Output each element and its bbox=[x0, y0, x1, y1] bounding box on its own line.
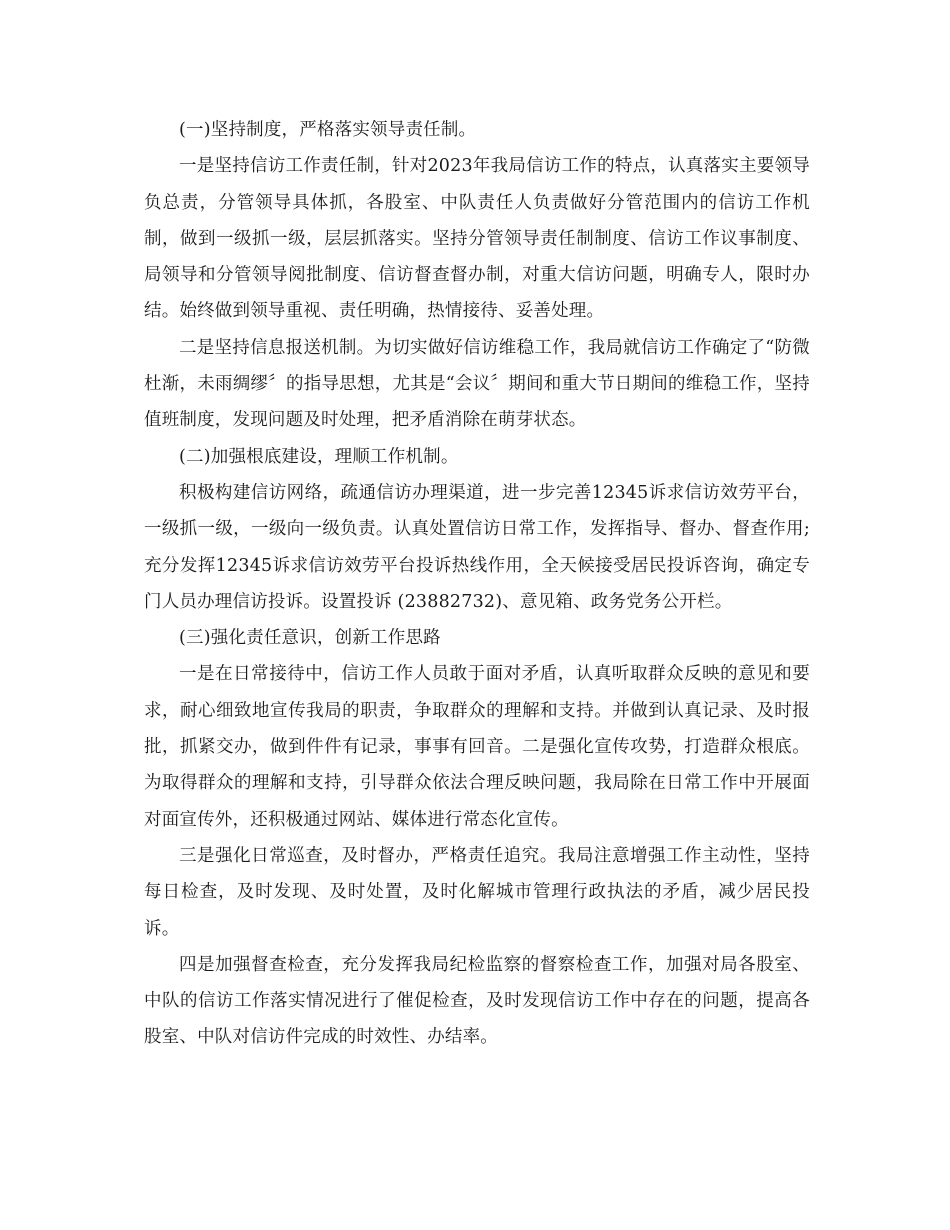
body-paragraph: 积极构建信访网络，疏通信访办理渠道，进一步完善12345诉求信访效劳平台，一级抓一级，一级向一级负责。认真处置信访日常工作，发挥指导、督办、督查作用;充分发挥12345诉求信访效劳平台投诉热线作用，全天候接受居民投诉咨询，确定专门人员办理信访投诉。设置投诉 (23882732)、意见箱、政务党务公开栏。 bbox=[144, 482, 810, 612]
body-paragraph: 三是强化日常巡查，及时督办，严格责任追究。我局注意增强工作主动性，坚持每日检查，及时发现、及时处置，及时化解城市管理行政执法的矛盾，减少居民投诉。 bbox=[144, 845, 810, 939]
document-body bbox=[144, 112, 810, 1056]
body-paragraph: 四是加强督查检查，充分发挥我局纪检监察的督察检查工作，加强对局各股室、中队的信访工作落实情况进行了催促检查，及时发现信访工作中存在的问题，提高各股室、中队对信访件完成的时效性、办结率。 bbox=[144, 954, 810, 1048]
body-paragraph: 二是坚持信息报送机制。为切实做好信访维稳工作，我局就信访工作确定了“防微杜渐，未雨绸缪〞的指导思想，尤其是“会议〞期间和重大节日期间的维稳工作，坚持值班制度，发现问题及时处理，把矛盾消除在萌芽状态。 bbox=[144, 337, 810, 431]
body-paragraph: 一是坚持信访工作责任制，针对2023年我局信访工作的特点，认真落实主要领导负总责，分管领导具体抓，各股室、中队责任人负责做好分管范围内的信访工作机制，做到一级抓一级，层层抓落实。坚持分管领导责任制制度、信访工作议事制度、局领导和分管领导阅批制度、信访督查督办制，对重大信访问题，明确专人，限时办结。始终做到领导重视、责任明确，热情接待、妥善处理。 bbox=[144, 156, 810, 322]
section-heading-1: (一)坚持制度，严格落实领导责任制。 bbox=[179, 120, 477, 140]
body-paragraph: 一是在日常接待中，信访工作人员敢于面对矛盾，认真听取群众反映的意见和要求，耐心细致地宣传我局的职责，争取群众的理解和支持。并做到认真记录、及时报批，抓紧交办，做到件件有记录，事事有回音。二是强化宣传攻势，打造群众根底。为取得群众的理解和支持，引导群众依法合理反映问题，我局除在日常工作中开展面对面宣传外，还积极通过网站、媒体进行常态化宣传。 bbox=[144, 664, 810, 830]
section-heading-2: (二)加强根底建设，理顺工作机制。 bbox=[179, 446, 459, 467]
section-heading-3: (三)强化责任意识，创新工作思路 bbox=[179, 628, 441, 649]
